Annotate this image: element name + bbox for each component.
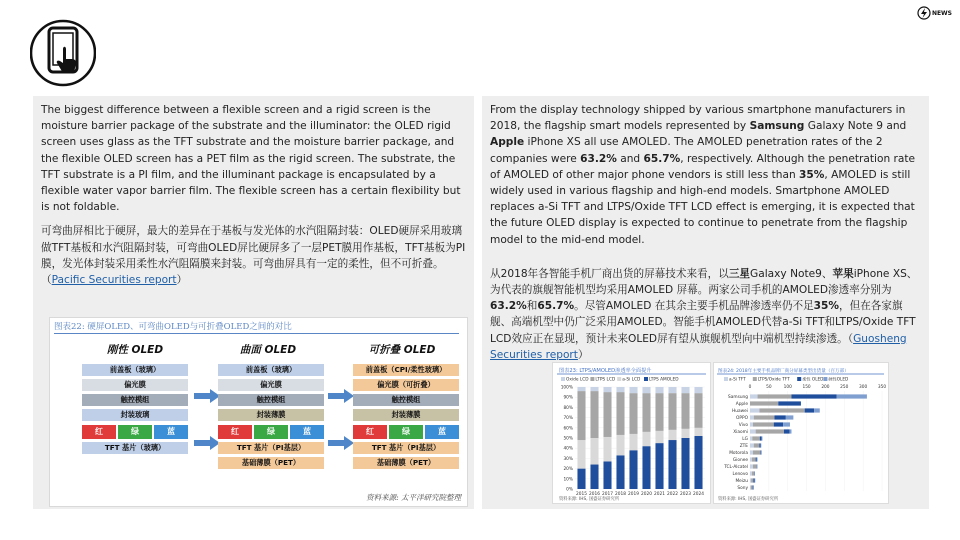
x-tick-label: 2017 <box>602 492 613 497</box>
chart-source: 资料来源: IHS, 国盛证券研究所 <box>718 497 779 502</box>
right-en-text-1: From the display technology shipped by various smartphone manufacturers in 2018, the flagship smart models represented by <box>490 104 906 133</box>
foldable-green: 绿 <box>389 425 423 439</box>
foldable-layer-cover: 前盖板（CPI/柔性玻璃） <box>353 364 459 376</box>
arrow-right-icon <box>194 389 220 403</box>
bar-segment-ltpslcd <box>668 393 676 430</box>
bar-segment-ltpslcd <box>603 392 611 437</box>
left-chinese-text: 可弯曲屏相比于硬屏，最大的差异在于基板与发光体的水汽阻隔封装：OLED硬屏采用玻璃做TFT基板和水汽阻隔封装，可弯曲OLED屏比硬屏多了一层PET膜用作基板，TFT基板为PI膜，发光体封装采用柔性水汽阻隔膜来封装。可弯曲屏具有一定的柔性，但不可折叠。（ <box>41 225 466 287</box>
column-title-foldable: 可折叠 OLED <box>368 344 436 356</box>
bar-segment-7 <box>761 443 762 447</box>
category-label: OPPO <box>736 416 748 421</box>
bar-segment-10 <box>753 464 757 468</box>
foldable-layer-touch: 触控模组 <box>353 394 459 406</box>
bar-segment-5 <box>750 429 756 433</box>
x-tick-label: 200 <box>821 385 830 390</box>
right-en-bold-apple: Apple <box>490 136 525 149</box>
right-english-paragraph <box>482 96 929 248</box>
right-en-bold-rate2: 65.7% <box>643 152 681 165</box>
foldable-rgb-row <box>353 425 461 439</box>
bar-segment-ltpsamoled <box>694 436 702 489</box>
category-label: Apple <box>735 402 748 407</box>
bar-segment-asilcd <box>694 428 702 436</box>
right-zh-text-2: Galaxy Note9、 <box>750 267 833 280</box>
curved-blue: 蓝 <box>290 425 324 439</box>
right-zh-close: ） <box>577 348 589 361</box>
bar-segment-3 <box>750 415 754 419</box>
bar-segment-5 <box>784 429 790 433</box>
bar-segment-6 <box>752 436 760 440</box>
news-logo <box>917 6 952 20</box>
right-zh-text-4: 和 <box>526 300 538 313</box>
bar-segment-0 <box>750 394 758 398</box>
legend-swatch-3 <box>644 377 648 381</box>
legend-swatch-3 <box>823 377 827 381</box>
oled-comparison-figure <box>49 317 468 507</box>
curved-layer-cover: 前盖板（玻璃） <box>218 364 324 376</box>
right-en-text-5: , respectively. Although the penetration rate of AMOLED of other major phone vendors is still less than <box>490 152 916 181</box>
category-label: TCL-Alcatel <box>724 465 748 470</box>
category-label: Xiaomi <box>733 430 748 435</box>
bar-segment-4 <box>750 422 753 426</box>
legend-label-3: LTPS AMOLED <box>649 377 679 383</box>
bar-segment-oxidelcd <box>629 387 637 393</box>
y-tick-label: 10% <box>563 477 573 483</box>
bar-segment-9 <box>757 457 758 461</box>
bar-segment-oxidelcd <box>668 387 676 393</box>
bar-segment-0 <box>791 394 836 398</box>
bar-segment-12 <box>755 478 756 482</box>
bar-segment-oxidelcd <box>590 387 598 391</box>
x-tick-label: 300 <box>859 385 868 390</box>
legend-swatch-0 <box>561 377 565 381</box>
bar-segment-5 <box>756 429 784 433</box>
legend-swatch-1 <box>590 377 594 381</box>
bar-segment-6 <box>760 436 762 440</box>
x-tick-label: 2016 <box>589 492 600 497</box>
y-tick-label: 30% <box>563 456 573 462</box>
category-label: Huawei <box>732 409 748 414</box>
bar-segment-13 <box>753 485 754 489</box>
penetration-stacked-bar-chart <box>552 362 711 504</box>
curved-layer-base: 基础薄膜（PET） <box>218 457 324 469</box>
bar-segment-asilcd <box>603 437 611 461</box>
right-en-bold-rate1: 63.2% <box>580 152 617 165</box>
right-zh-bold-rate3: 35% <box>813 300 840 313</box>
x-tick-label: 100 <box>783 385 792 390</box>
bar-segment-ltpslcd <box>642 393 650 432</box>
legend-label-0: Oxide LCD <box>566 377 589 383</box>
x-tick-label: 150 <box>802 385 811 390</box>
category-label: LG <box>742 437 748 442</box>
foldable-layer-base: 基础薄膜（PET） <box>353 457 459 469</box>
arrow-right-icon <box>328 436 354 450</box>
figure-source: 资料来源: 太平洋研究院整理 <box>366 493 461 502</box>
right-en-text-6: , AMOLED is still widely used in various flagship and high-end models. Smartphone AMOLED replaces a-Si TFT and LTPS/Oxide TFT LCD effect is emerging, it is expected that the future OLED display is expected to continue to penetrate from the flagship model to the mid-end model. <box>490 168 915 246</box>
legend-swatch-2 <box>617 377 621 381</box>
bar-segment-ltpsamoled <box>590 465 598 489</box>
bar-segment-ltpslcd <box>590 391 598 438</box>
arrow-right-icon <box>328 389 354 403</box>
bar-segment-oxidelcd <box>655 387 663 393</box>
bar-segment-2 <box>814 408 820 412</box>
legend-label-3: 硬性OLED <box>828 376 849 382</box>
bar-segment-ltpsamoled <box>603 461 611 489</box>
bar-segment-2 <box>759 408 804 412</box>
bar-segment-4 <box>783 422 790 426</box>
bar-segment-oxidelcd <box>616 387 624 392</box>
bar-segment-11 <box>750 471 752 475</box>
bar-segment-8 <box>750 450 753 454</box>
curved-layer-encapsulation: 封装薄膜 <box>218 409 324 421</box>
bar-segment-ltpsamoled <box>655 443 663 489</box>
right-en-text-4: and <box>616 152 644 165</box>
bar-segment-1 <box>778 401 801 405</box>
x-tick-label: 2024 <box>693 492 704 497</box>
bar-segment-ltpsamoled <box>629 450 637 489</box>
rigid-layer-touch: 触控模组 <box>82 394 188 406</box>
bar-segment-ltpsamoled <box>577 469 585 489</box>
right-panel <box>482 96 929 509</box>
curved-rgb-row <box>218 425 326 439</box>
y-tick-label: 60% <box>563 426 573 432</box>
bar-segment-asilcd <box>629 434 637 450</box>
left-panel <box>33 96 474 509</box>
guosheng-securities-link[interactable]: Guosheng Securities report <box>490 332 907 361</box>
bar-segment-7 <box>750 443 754 447</box>
right-en-bold-rate3: 35% <box>799 168 825 181</box>
rigid-rgb-row <box>82 425 190 439</box>
bar-segment-oxidelcd <box>694 387 702 393</box>
bar-segment-6 <box>750 436 752 440</box>
right-zh-text-1: 从2018年各智能手机厂商出货的屏幕技术来看，以 <box>490 267 729 280</box>
bar-segment-7 <box>759 443 760 447</box>
x-tick-label: 2023 <box>680 492 691 497</box>
bar-segment-4 <box>774 422 783 426</box>
bar-segment-9 <box>756 457 757 461</box>
bar-segment-asilcd <box>577 440 585 469</box>
bar-segment-4 <box>753 422 774 426</box>
category-label: ZTE <box>739 444 748 449</box>
x-tick-label: 2022 <box>667 492 678 497</box>
y-tick-label: 70% <box>563 416 573 422</box>
right-en-bold-samsung: Samsung <box>749 120 805 133</box>
right-zh-bold-apple: 苹果 <box>832 267 854 280</box>
bar-segment-ltpsamoled <box>642 446 650 489</box>
bar-segment-asilcd <box>616 435 624 455</box>
legend-label-1: LTPS LCD <box>595 377 616 383</box>
bar-segment-13 <box>750 485 751 489</box>
rigid-layer-tft: TFT 基片（玻璃） <box>82 442 188 454</box>
left-chinese-paragraph <box>33 215 474 288</box>
rigid-layer-encapsulation: 封装玻璃 <box>82 409 188 421</box>
bar-segment-asilcd <box>668 430 676 440</box>
y-tick-label: 50% <box>563 436 573 442</box>
bar-segment-12 <box>753 478 754 482</box>
category-label: Meizu <box>735 479 748 484</box>
rigid-blue: 蓝 <box>154 425 188 439</box>
curved-green: 绿 <box>254 425 288 439</box>
bar-segment-ltpslcd <box>577 391 585 440</box>
category-label: Samsung <box>728 395 748 400</box>
legend-swatch-1 <box>753 377 757 381</box>
bar-segment-ltpslcd <box>681 393 689 429</box>
news-logo-text: NEWS <box>931 9 952 17</box>
column-title-curved: 曲面 OLED <box>239 344 297 356</box>
figure-caption: 图表22: 硬屏OLED、可弯曲OLED与可折叠OLED之间的对比 <box>54 320 459 334</box>
chart-title: 图表23: LTPS/AMOLED渗透率全面提升 <box>559 368 652 374</box>
right-zh-bold-rate2: 65.7% <box>537 300 575 313</box>
right-en-text-2: Galaxy Note 9 and <box>804 120 907 133</box>
bar-segment-5 <box>790 429 792 433</box>
bar-segment-2 <box>750 408 759 412</box>
rigid-layer-polarizer: 偏光膜 <box>82 379 188 391</box>
foldable-layer-polarizer: 偏光膜（可折叠） <box>353 379 459 391</box>
bar-segment-ltpslcd <box>616 392 624 435</box>
bar-segment-1 <box>750 401 778 405</box>
foldable-layer-tft: TFT 基片（PI基层） <box>353 442 459 454</box>
bar-segment-9 <box>750 457 752 461</box>
bar-segment-ltpsamoled <box>668 440 676 489</box>
x-tick-label: 2019 <box>628 492 639 497</box>
bar-segment-asilcd <box>642 432 650 446</box>
x-tick-label: 50 <box>766 385 772 390</box>
category-label: Motorola <box>729 451 748 456</box>
x-tick-label: 2020 <box>641 492 652 497</box>
bar-segment-ltpsamoled <box>681 438 689 489</box>
foldable-layer-encapsulation: 封装薄膜 <box>353 409 459 421</box>
bar-segment-11 <box>752 471 754 475</box>
bar-segment-9 <box>752 457 756 461</box>
foldable-blue: 蓝 <box>425 425 459 439</box>
right-en-text-3: iPhone XS all use AMOLED. The AMOLED penetration rates of the 2 companies were <box>490 136 883 165</box>
x-tick-label: 350 <box>877 385 887 390</box>
legend-swatch-0 <box>724 377 728 381</box>
bar-segment-3 <box>786 415 794 419</box>
bar-segment-asilcd <box>681 429 689 438</box>
bar-segment-8 <box>753 450 761 454</box>
rigid-green: 绿 <box>118 425 152 439</box>
pacific-securities-link[interactable]: Pacific Securities report <box>51 274 177 287</box>
legend-swatch-2 <box>797 377 801 381</box>
bar-segment-12 <box>750 478 751 482</box>
right-zh-text-6: ，但在各家旗舰、高端机型中仍广泛采用AMOLED。智能手机AMOLED代替a-Si TFT和LTPS/Oxide TFT LCD效应正在显现，预计未来OLED屏有望从旗舰机型向中端机型持续渗透。（ <box>490 300 916 345</box>
bar-segment-13 <box>751 485 753 489</box>
x-tick-label: 2018 <box>615 492 626 497</box>
curved-red: 红 <box>218 425 252 439</box>
touch-phone-icon <box>30 18 96 88</box>
right-zh-text-5: 。尽管AMOLED 在其余主要手机品牌渗透率仍不足 <box>574 300 814 313</box>
category-label: Sony <box>737 486 748 491</box>
bar-segment-3 <box>754 415 775 419</box>
category-label: Vivo <box>738 423 748 428</box>
bar-segment-ltpsamoled <box>616 455 624 489</box>
right-zh-bold-samsung: 三星 <box>728 267 751 280</box>
rigid-layer-cover: 前盖板（玻璃） <box>82 364 188 376</box>
right-zh-bold-rate1: 63.2% <box>490 300 527 313</box>
bar-segment-2 <box>805 408 814 412</box>
y-tick-label: 40% <box>563 446 573 452</box>
y-tick-label: 100% <box>560 385 573 391</box>
x-tick-label: 0 <box>748 385 752 390</box>
bar-segment-ltpslcd <box>655 393 663 431</box>
chart-source: 资料来源: IHS, 国盛证券研究所 <box>559 497 620 502</box>
bar-segment-8 <box>761 450 762 454</box>
right-zh-text-3: iPhone XS、为代表的旗舰智能机型均采用AMOLED 屏幕。两家公司手机的AMOLED渗透率分别为 <box>490 267 918 297</box>
arrow-right-icon <box>194 436 220 450</box>
bar-segment-0 <box>837 394 867 398</box>
bar-segment-ltpslcd <box>629 393 637 434</box>
y-tick-label: 20% <box>563 467 573 473</box>
legend-label-1: LTPS/Oxide TFT <box>757 376 790 382</box>
bar-segment-asilcd <box>590 438 598 465</box>
y-tick-label: 90% <box>563 395 573 401</box>
column-title-rigid: 刚性 OLED <box>106 344 164 356</box>
bar-segment-oxidelcd <box>681 387 689 393</box>
legend-label-0: a-Si TFT <box>729 376 746 382</box>
bar-segment-10 <box>750 464 753 468</box>
category-label: Gionee <box>732 458 748 463</box>
legend-label-2: a-Si LCD <box>622 377 641 383</box>
bar-segment-asilcd <box>655 431 663 443</box>
x-tick-label: 2021 <box>654 492 665 497</box>
bar-segment-0 <box>758 394 792 398</box>
rigid-red: 红 <box>82 425 116 439</box>
shipment-horizontal-bar-chart <box>713 362 889 504</box>
foldable-red: 红 <box>353 425 387 439</box>
curved-layer-polarizer: 偏光膜 <box>218 379 324 391</box>
right-chinese-paragraph <box>482 248 929 363</box>
bar-segment-oxidelcd <box>603 387 611 392</box>
bar-segment-6 <box>762 436 763 440</box>
lightning-circle-icon <box>917 6 931 20</box>
curved-layer-touch: 触控模组 <box>218 394 324 406</box>
curved-layer-tft: TFT 基片（PI基层） <box>218 442 324 454</box>
bar-segment-oxidelcd <box>642 387 650 393</box>
chart-title: 图表24: 2018年主要手机品牌厂商分屏幕类型出货量（百万部） <box>718 369 849 374</box>
category-label: Lenovo <box>732 472 748 477</box>
bar-segment-oxidelcd <box>577 387 585 391</box>
left-english-paragraph: The biggest difference between a flexible screen and a rigid screen is the moisture barrier package of the substrate and the illuminator: the OLED rigid screen uses glass as the TFT substrate and the moisture barrier package, and the flexible OLED screen has a PET film as the rigid screen. The substrate, the TFT substrate is a PI film, and the illuminant package is encapsulated by a flexible water vapor barrier film. The flexible screen has a certain flexibility but is not foldable. <box>41 104 461 214</box>
y-tick-label: 0% <box>566 487 573 493</box>
bar-segment-3 <box>775 415 786 419</box>
bar-segment-12 <box>751 478 753 482</box>
bar-segment-7 <box>754 443 760 447</box>
left-chinese-close: ） <box>176 274 188 287</box>
x-tick-label: 250 <box>840 385 849 390</box>
legend-label-2: 柔性 OLED <box>802 376 824 382</box>
bar-segment-ltpslcd <box>694 393 702 428</box>
x-tick-label: 2015 <box>576 492 587 497</box>
y-tick-label: 80% <box>563 405 573 411</box>
